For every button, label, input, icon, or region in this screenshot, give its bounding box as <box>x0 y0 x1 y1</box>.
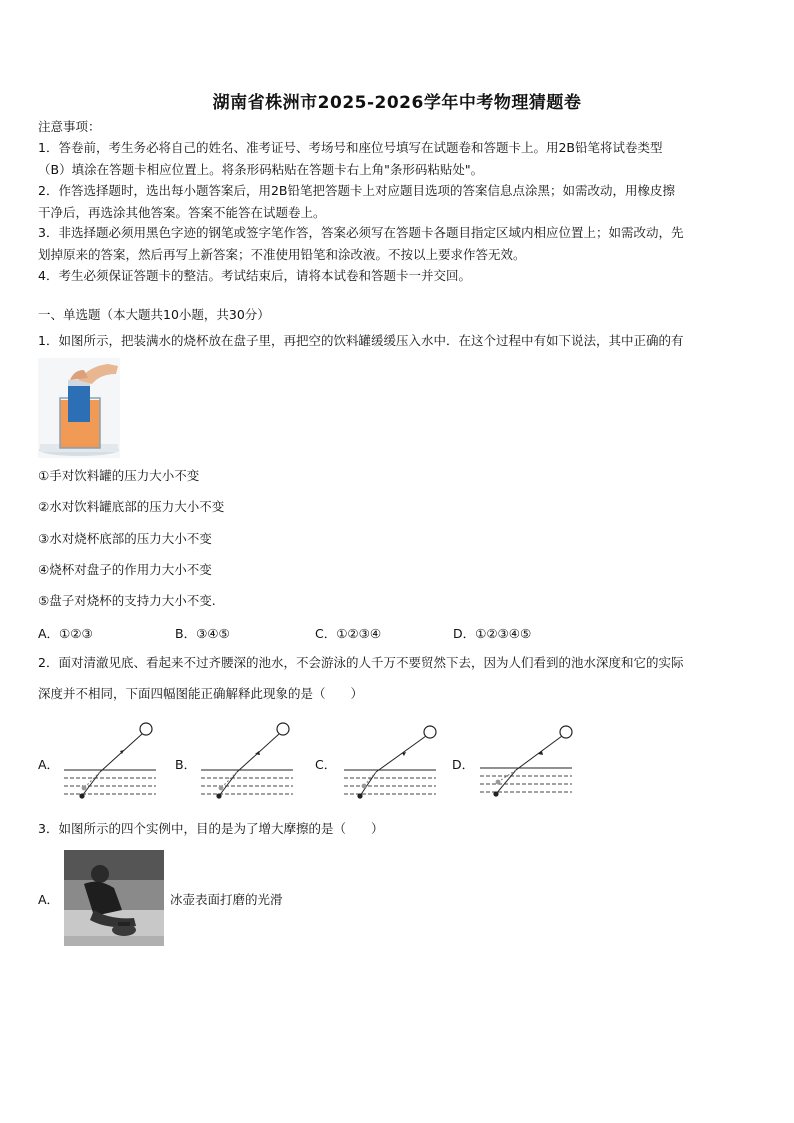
notice-heading: 注意事项： <box>38 119 101 134</box>
section-heading: 一、单选题（本大题共10小题，共30分） <box>38 307 270 322</box>
q3-option-a-text: 冰壶表面打磨的光滑 <box>170 892 283 907</box>
q2-option-c-label[interactable]: C． <box>315 757 337 772</box>
question-3-stem: 3．如图所示的四个实例中，目的是为了增大摩擦的是（ ） <box>38 821 384 836</box>
q1-statement: ④烧杯对盘子的作用力大小不变 <box>38 562 212 577</box>
q1-choices <box>38 624 758 640</box>
q2-diagram-a <box>60 720 160 804</box>
q2-option-d-label[interactable]: D． <box>452 757 475 772</box>
curling-photo <box>64 850 164 946</box>
notice-line: （B）填涂在答题卡相应位置上。将条形码粘贴在答题卡右上角"条形码粘贴处"。 <box>38 162 484 177</box>
q2-diagram-b <box>197 720 297 804</box>
q2-diagram-c <box>340 720 440 804</box>
question-2-stem: 2．面对清澈见底、看起来不过齐腰深的池水，不会游泳的人千万不要贸然下去，因为人们看到的池水深度和它的实际 <box>38 655 684 670</box>
notice-line: 干净后，再选涂其他答案。答案不能答在试题卷上。 <box>38 205 326 220</box>
q1-statement: ②水对饮料罐底部的压力大小不变 <box>38 499 225 514</box>
notice-line: 3．非选择题必须用黑色字迹的钢笔或签字笔作答，答案必须写在答题卡各题目指定区域内相应位置上；如需改动，先 <box>38 225 684 240</box>
beaker-can-photo <box>38 358 120 458</box>
notice-line: 2．作答选择题时，选出每小题答案后，用2B铅笔把答题卡上对应题目选项的答案信息点涂黑；如需改动，用橡皮擦 <box>38 183 675 198</box>
q1-choice-a[interactable]: A．①②③ <box>38 626 93 641</box>
q1-choice-d[interactable]: D．①②③④⑤ <box>453 626 532 641</box>
notice-line: 1．答卷前，考生务必将自己的姓名、准考证号、考场号和座位号填写在试题卷和答题卡上。用2B铅笔将试卷类型 <box>38 140 663 155</box>
q1-choice-c[interactable]: C．①②③④ <box>315 626 382 641</box>
notice-line: 划掉原来的答案，然后再写上新答案；不准使用铅笔和涂改液。不按以上要求作答无效。 <box>38 247 526 262</box>
q1-choice-b[interactable]: B．③④⑤ <box>175 626 230 641</box>
q1-statement: ③水对烧杯底部的压力大小不变 <box>38 531 212 546</box>
q1-statement: ⑤盘子对烧杯的支持力大小不变. <box>38 593 216 608</box>
q3-option-a-label[interactable]: A． <box>38 892 60 907</box>
q1-statement: ①手对饮料罐的压力大小不变 <box>38 468 200 483</box>
question-2-stem: 深度并不相同，下面四幅图能正确解释此现象的是（ ） <box>38 686 364 701</box>
notice-line: 4．考生必须保证答题卡的整洁。考试结束后，请将本试卷和答题卡一并交回。 <box>38 268 471 283</box>
q2-diagram-d <box>476 720 576 804</box>
q2-option-a-label[interactable]: A． <box>38 757 60 772</box>
question-1-stem: 1．如图所示，把装满水的烧杯放在盘子里，再把空的饮料罐缓缓压入水中．在这个过程中有如下说法，其中正确的有 <box>38 333 684 348</box>
page-title: 湖南省株洲市2025-2026学年中考物理猜题卷 <box>212 93 582 113</box>
q2-option-b-label[interactable]: B． <box>175 757 197 772</box>
